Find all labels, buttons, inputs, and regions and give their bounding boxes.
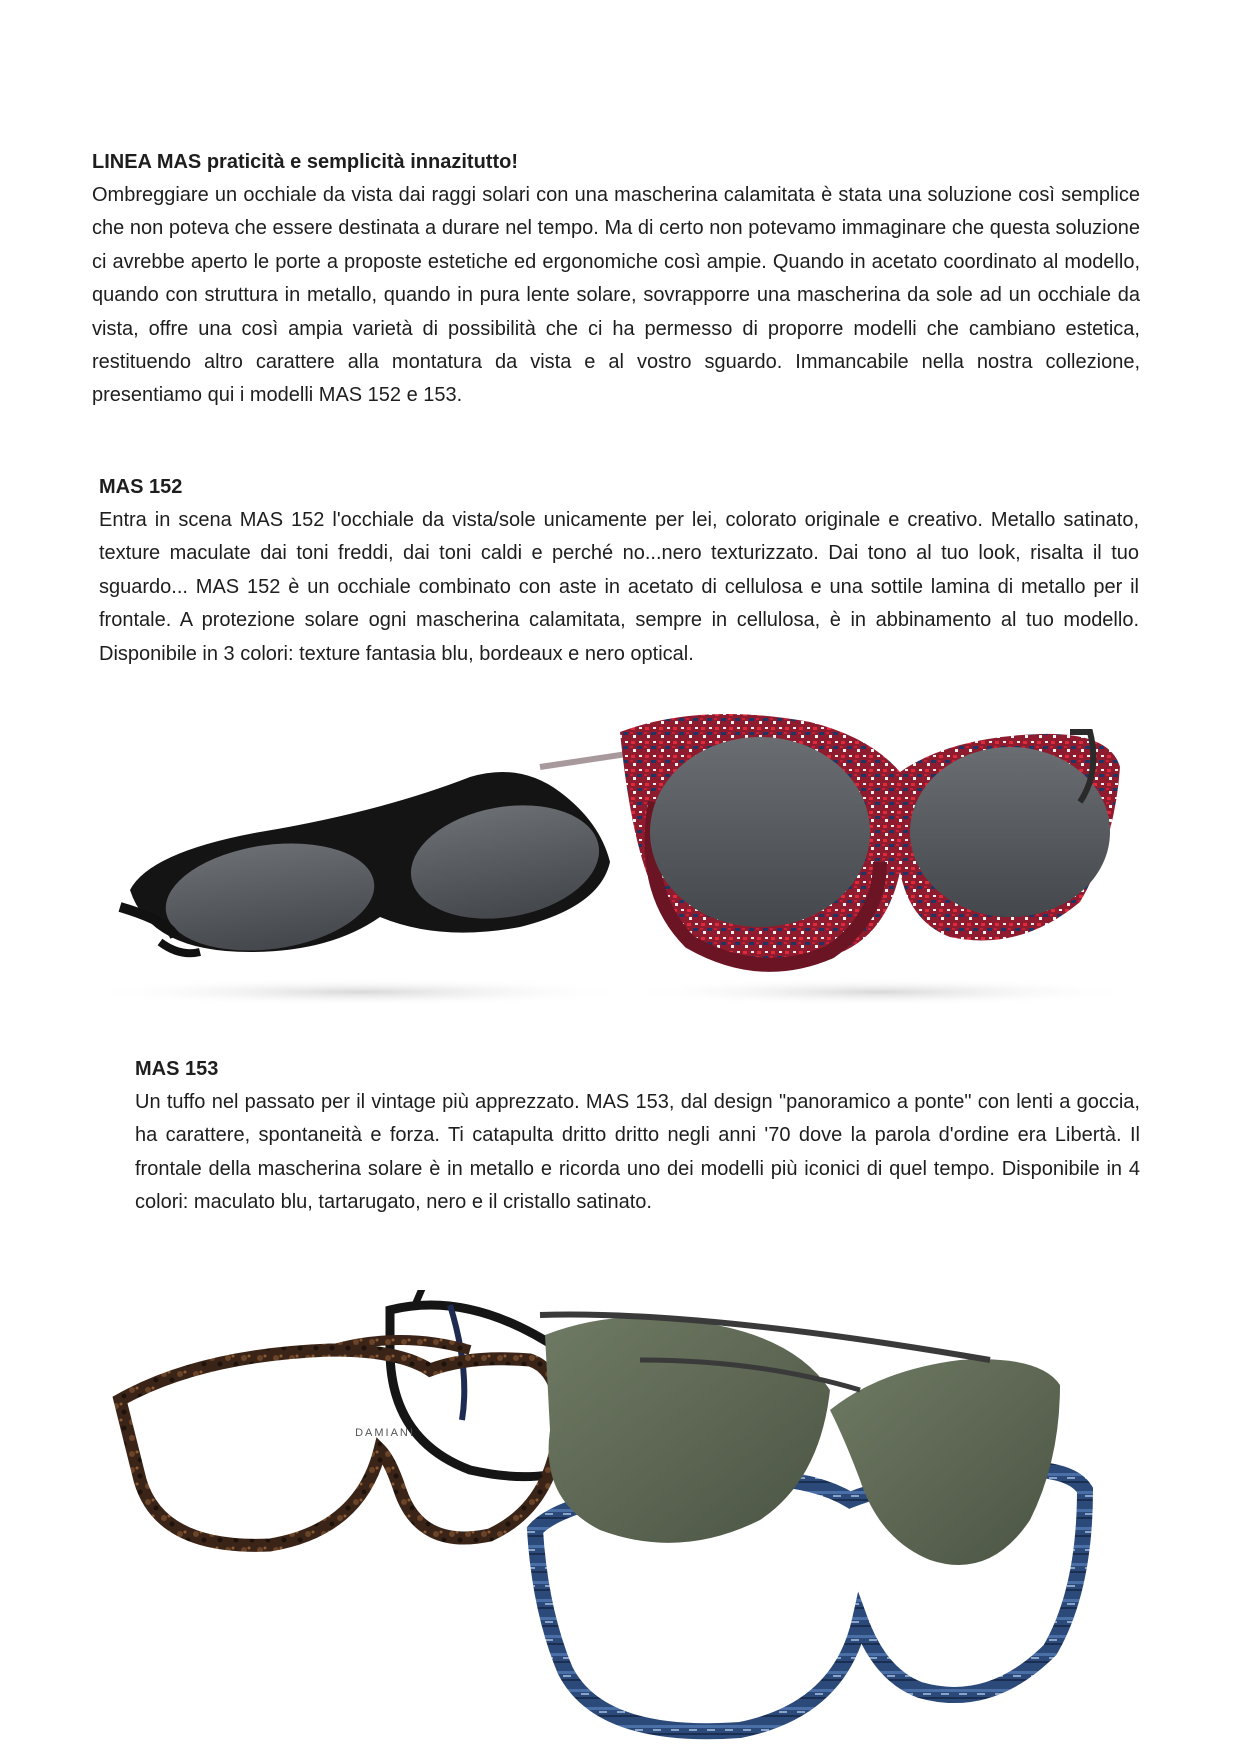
green-clip-on-illustration [540,1315,1060,1565]
mas153-section [135,1053,1140,1220]
mas152-product-photo [0,712,1241,1012]
mas152-body: Entra in scena MAS 152 l'occhiale da vista/sole unicamente per lei, colorato originale e creativo. Metallo satinato, texture maculate dai toni freddi, dai toni caldi e perché no...nero texturizzato. Dai tono al tuo look, risalta il tuo sguardo... MAS 152 è un occhiale combinato con aste in acetato di cellulosa e una sottile lamina di metallo per il frontale. A protezione solare ogni mascherina calamitata, sempre in cellulosa, è in abbinamento al tuo modello. Disponibile in 3 colori: texture fantasia blu, bordeaux e nero optical. [99,509,1139,665]
mas153-product-photo [0,1290,1241,1754]
intro-body: Ombreggiare un occhiale da vista dai raggi solari con una mascherina calamitata è stata una soluzione così semplice che non poteva che essere destinata a durare nel tempo. Ma di certo non potevamo immaginare che questa soluzione ci avrebbe aperto le porte a proposte estetiche ed ergonomiche così ampie. Quando in acetato coordinato al modello, quando con struttura in metallo, quando in pura lente solare, sovrapporre una mascherina da sole ad un occhiale da vista, offre una così ampia varietà di possibilità che ci ha permesso di proporre modelli che cambiano estetica, restituendo altro carattere alla montatura da vista e al vostro sguardo. Immancabile nella nostra collezione, presentiamo qui i modelli MAS 152 e 153. [92,184,1140,407]
damiani-brand-mark: DAMIANI [355,1427,415,1439]
mas152-heading: MAS 152 [99,476,183,498]
intro-heading: LINEA MAS praticità e semplicità innazitutto! [92,151,518,173]
mas152-section [99,471,1139,671]
intro-section [92,146,1140,413]
tortoise-frame-illustration [120,1340,560,1545]
red-glasses-illustration [540,714,1120,965]
black-glasses-illustration [120,772,610,963]
mas153-heading: MAS 153 [135,1058,219,1080]
mas153-body: Un tuffo nel passato per il vintage più apprezzato. MAS 153, dal design "panoramico a ponte" con lenti a goccia, ha carattere, spontaneità e forza. Ti catapulta dritto dritto negli anni '70 dove la parola d'ordine era Libertà. Il frontale della mascherina solare è in metallo e ricorda uno dei modelli più iconici di quel tempo. Disponibile in 4 colori: maculato blu, tartarugato, nero e il cristallo satinato. [135,1091,1140,1214]
